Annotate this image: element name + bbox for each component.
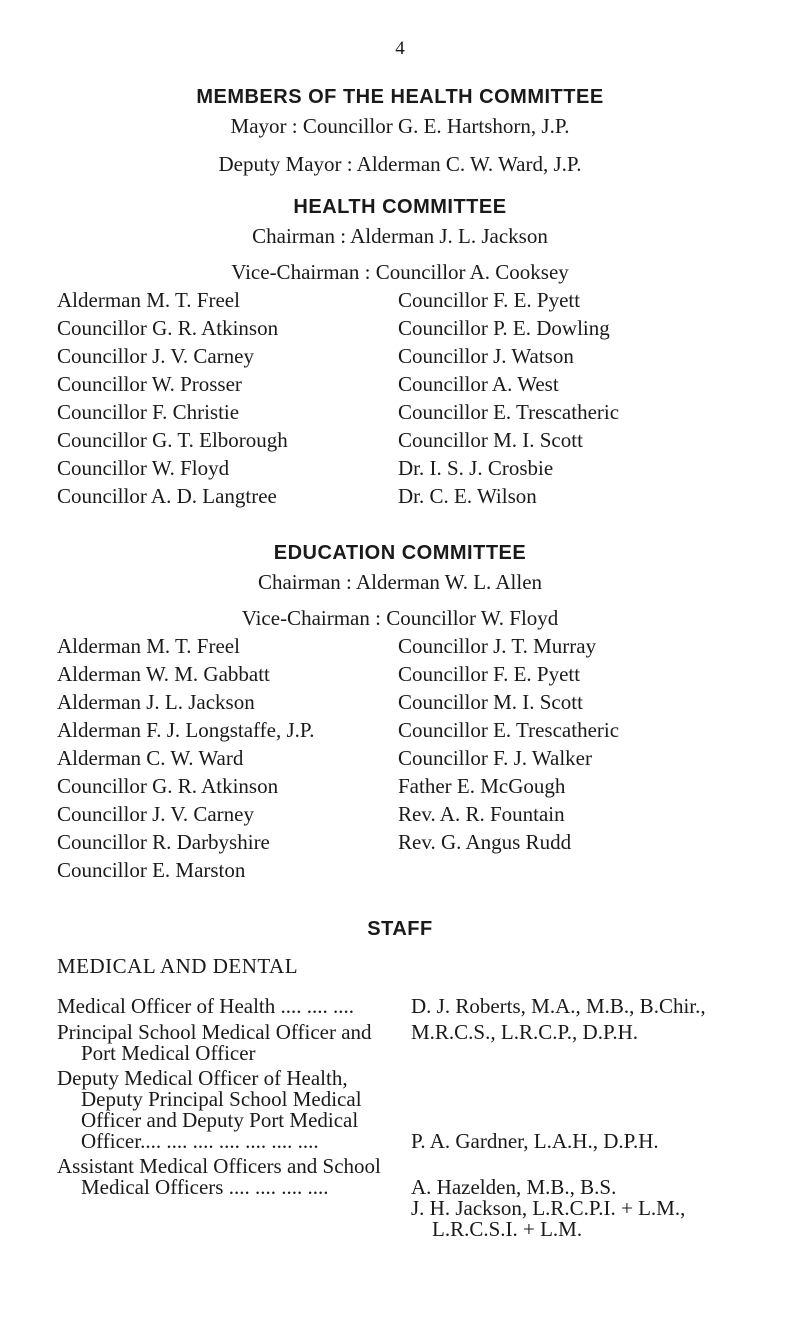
health-chairman-line: Chairman : Alderman J. L. Jackson <box>252 224 548 248</box>
list-item: Councillor F. Christie <box>57 400 240 424</box>
list-item: Councillor F. E. Pyett <box>398 288 581 312</box>
moh-name-line1: D. J. Roberts, M.A., M.B., B.Chir., <box>411 994 706 1018</box>
health-vice-chairman-line: Vice-Chairman : Councillor A. Cooksey <box>231 260 569 284</box>
list-item: Councillor J. T. Murray <box>398 634 597 658</box>
list-item: Alderman F. J. Longstaffe, J.P. <box>57 718 315 742</box>
mayor-line: Mayor : Councillor G. E. Hartshorn, J.P. <box>230 114 570 138</box>
list-item: Councillor P. E. Dowling <box>398 316 610 340</box>
education-vice-chairman-line: Vice-Chairman : Councillor W. Floyd <box>241 606 559 630</box>
assistant-name-2-line1: J. H. Jackson, L.R.C.P.I. + L.M., <box>411 1196 686 1220</box>
staff-heading: STAFF <box>367 918 433 940</box>
list-item: Councillor A. D. Langtree <box>57 484 277 508</box>
deputy-title-line3: Officer and Deputy Port Medical <box>81 1108 359 1132</box>
list-item: Councillor J. V. Carney <box>57 802 254 826</box>
deputy-title-line1: Deputy Medical Officer of Health, <box>57 1066 348 1090</box>
list-item: Councillor R. Darbyshire <box>57 830 270 854</box>
members-heading: MEMBERS OF THE HEALTH COMMITTEE <box>196 86 604 108</box>
list-item: Councillor G. R. Atkinson <box>57 316 279 340</box>
list-item: Father E. McGough <box>398 774 566 798</box>
list-item: Alderman W. M. Gabbatt <box>57 662 270 686</box>
list-item: Dr. I. S. J. Crosbie <box>398 456 554 480</box>
list-item: Councillor A. West <box>398 372 559 396</box>
list-item: Councillor E. Trescatheric <box>398 400 620 424</box>
health-committee-heading: HEALTH COMMITTEE <box>293 196 507 218</box>
assistants-title-line2: Medical Officers .... .... .... .... <box>81 1175 329 1199</box>
education-chairman-line: Chairman : Alderman W. L. Allen <box>257 570 543 594</box>
moh-title: Medical Officer of Health .... .... .... <box>57 994 355 1018</box>
list-item: Councillor G. T. Elborough <box>57 428 288 452</box>
list-item: Councillor M. I. Scott <box>398 428 583 452</box>
assistant-name-2-line2: L.R.C.S.I. + L.M. <box>432 1217 583 1241</box>
education-members-right <box>398 632 619 856</box>
list-item: Councillor F. J. Walker <box>398 746 592 770</box>
list-item: Councillor W. Floyd <box>57 456 230 480</box>
list-item: Rev. A. R. Fountain <box>398 802 565 826</box>
list-item: Councillor J. Watson <box>398 344 574 368</box>
health-members-right <box>398 286 619 510</box>
list-item: Councillor J. V. Carney <box>57 344 254 368</box>
list-item: Dr. C. E. Wilson <box>398 484 537 508</box>
list-item: Rev. G. Angus Rudd <box>398 830 572 854</box>
education-committee-heading: EDUCATION COMMITTEE <box>273 542 527 564</box>
deputy-mayor-line: Deputy Mayor : Alderman C. W. Ward, J.P. <box>218 152 582 176</box>
staff-titles <box>57 0 407 1318</box>
psmo-title-line2: Port Medical Officer <box>81 1041 256 1065</box>
list-item: Councillor E. Marston <box>57 858 246 882</box>
deputy-name: P. A. Gardner, L.A.H., D.P.H. <box>411 1129 659 1153</box>
list-item: Alderman C. W. Ward <box>57 746 244 770</box>
list-item: Councillor M. I. Scott <box>398 690 583 714</box>
assistants-title-line1: Assistant Medical Officers and School <box>57 1154 381 1178</box>
moh-name-line2: M.R.C.S., L.R.C.P., D.P.H. <box>411 1020 638 1044</box>
deputy-title-line2: Deputy Principal School Medical <box>81 1087 362 1111</box>
deputy-title-line4: Officer.... .... .... .... .... .... .... <box>81 1129 319 1153</box>
assistant-name-1: A. Hazelden, M.B., B.S. <box>411 1175 617 1199</box>
list-item: Councillor E. Trescatheric <box>398 718 620 742</box>
medical-dental-section-title: MEDICAL AND DENTAL <box>57 954 299 978</box>
list-item: Councillor F. E. Pyett <box>398 662 581 686</box>
psmo-title-line1: Principal School Medical Officer and <box>57 1020 372 1044</box>
list-item: Alderman J. L. Jackson <box>57 690 255 714</box>
list-item: Alderman M. T. Freel <box>57 634 240 658</box>
list-item: Councillor G. R. Atkinson <box>57 774 279 798</box>
list-item: Alderman M. T. Freel <box>57 288 240 312</box>
list-item: Councillor W. Prosser <box>57 372 242 396</box>
page-number: 4 <box>395 38 405 59</box>
